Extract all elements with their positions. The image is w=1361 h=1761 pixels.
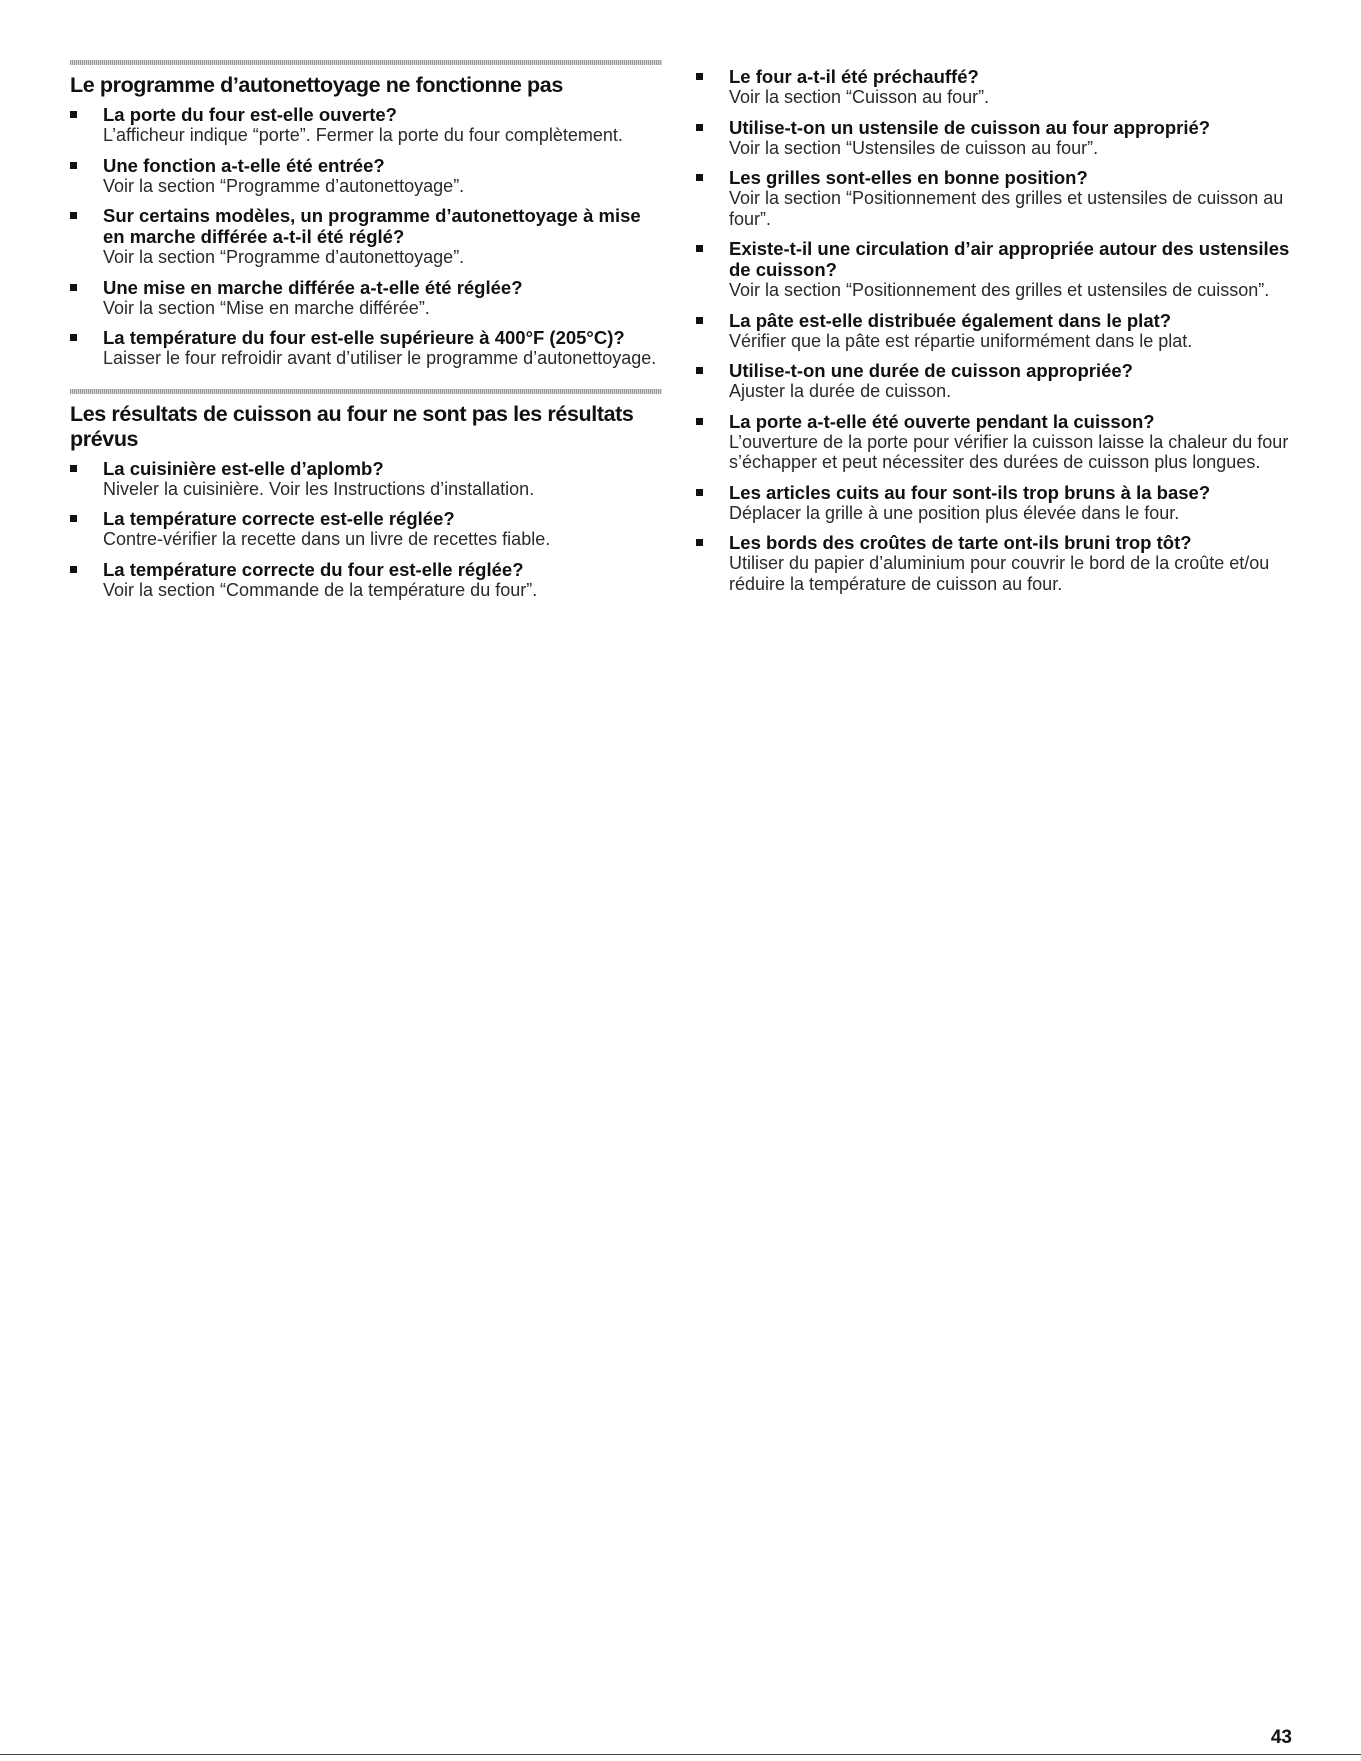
item-question: La porte a-t-elle été ouverte pendant la cuisson? (729, 410, 1155, 432)
troubleshooting-list (70, 458, 662, 601)
list-item (696, 360, 1296, 402)
square-bullet-icon (696, 367, 703, 374)
square-bullet-icon (70, 515, 77, 522)
item-question: La température correcte du four est-elle réglée? (103, 558, 524, 580)
list-item (70, 508, 662, 550)
section-self-clean (70, 60, 662, 369)
item-question: Une fonction a-t-elle été entrée? (103, 154, 385, 176)
item-question: Les grilles sont-elles en bonne position? (729, 167, 1088, 188)
item-question: Existe-t-il une circulation d’air appropriée autour des ustensiles de cuisson? (729, 238, 1290, 280)
square-bullet-icon (696, 418, 703, 425)
section-heading: Le programme d’autonettoyage ne fonctionne pas (70, 73, 563, 97)
item-question: Le four a-t-il été préchauffé? (729, 66, 979, 87)
item-question: La température correcte est-elle réglée? (103, 508, 455, 529)
item-question: Les articles cuits au four sont-ils trop bruns à la base? (729, 481, 1211, 503)
item-question: Utilise-t-on une durée de cuisson appropriée? (729, 360, 1133, 381)
item-answer: Contre-vérifier la recette dans un livre de recettes fiable. (103, 529, 551, 549)
left-column (70, 60, 662, 620)
item-question: La température du four est-elle supérieure à 400°F (205°C)? (103, 327, 625, 348)
item-answer: Voir la section “Programme d’autonettoyage”. (103, 247, 465, 267)
section-divider (70, 389, 662, 394)
square-bullet-icon (70, 566, 77, 573)
square-bullet-icon (696, 73, 703, 80)
troubleshooting-list (70, 104, 662, 369)
square-bullet-icon (70, 212, 77, 219)
item-answer: Voir la section “Mise en marche différée”. (103, 297, 430, 318)
section-heading: Les résultats de cuisson au four ne sont pas les résultats prévus (70, 401, 634, 451)
list-item (696, 66, 1296, 108)
item-question: La porte du four est-elle ouverte? (103, 104, 397, 125)
square-bullet-icon (696, 539, 703, 546)
square-bullet-icon (696, 124, 703, 131)
square-bullet-icon (70, 111, 77, 118)
item-question: Sur certains modèles, un programme d’autonettoyage à mise en marche différée a-t-il été réglé? (103, 205, 641, 247)
item-answer: L’afficheur indique “porte”. Fermer la porte du four complètement. (103, 125, 623, 145)
list-item (696, 117, 1296, 159)
square-bullet-icon (696, 174, 703, 181)
list-item (696, 482, 1296, 524)
list-item (70, 205, 662, 268)
list-item (70, 277, 662, 319)
square-bullet-icon (696, 489, 703, 496)
square-bullet-icon (696, 245, 703, 252)
item-answer: Déplacer la grille à une position plus élevée dans le four. (729, 502, 1180, 523)
item-answer: Vérifier que la pâte est répartie uniformément dans le plat. (729, 330, 1193, 351)
item-answer: Voir la section “Programme d’autonettoyage”. (103, 175, 465, 196)
section-divider (70, 60, 662, 65)
list-item (70, 458, 662, 500)
item-answer: Voir la section “Positionnement des grilles et ustensiles de cuisson”. (729, 280, 1270, 300)
item-answer: Voir la section “Cuisson au four”. (729, 87, 990, 107)
list-item (696, 238, 1296, 301)
list-item (70, 559, 662, 601)
right-column (696, 66, 1296, 603)
item-question: La cuisinière est-elle d’aplomb? (103, 457, 384, 479)
list-item (696, 411, 1296, 473)
section-baking-results (70, 389, 662, 601)
list-item (70, 327, 662, 369)
list-item (70, 155, 662, 197)
item-question: Utilise-t-on un ustensile de cuisson au four approprié? (729, 116, 1211, 138)
item-answer: Voir la section “Ustensiles de cuisson au four”. (729, 137, 1099, 158)
square-bullet-icon (70, 162, 77, 169)
item-answer: Voir la section “Commande de la température du four”. (103, 579, 538, 600)
item-answer: L’ouverture de la porte pour vérifier la cuisson laisse la chaleur du four s’échapper et peut nécessiter des durées de cuisson plus longues. (729, 431, 1289, 472)
list-item (696, 310, 1296, 352)
item-answer: Niveler la cuisinière. Voir les Instructions d’installation. (103, 478, 535, 499)
list-item (696, 532, 1296, 594)
troubleshooting-list (696, 66, 1296, 594)
list-item (70, 104, 662, 146)
item-question: Les bords des croûtes de tarte ont-ils bruni trop tôt? (729, 532, 1192, 553)
footer-divider (0, 1754, 1361, 1755)
item-answer: Ajuster la durée de cuisson. (729, 381, 952, 401)
square-bullet-icon (70, 284, 77, 291)
item-answer: Laisser le four refroidir avant d’utiliser le programme d’autonettoyage. (103, 348, 657, 368)
square-bullet-icon (70, 334, 77, 341)
square-bullet-icon (696, 317, 703, 324)
item-answer: Voir la section “Positionnement des grilles et ustensiles de cuisson au four”. (729, 188, 1284, 229)
item-question: La pâte est-elle distribuée également dans le plat? (729, 309, 1172, 331)
page-number: 43 (1270, 1727, 1292, 1748)
list-item (696, 167, 1296, 229)
item-answer: Utiliser du papier d’aluminium pour couvrir le bord de la croûte et/ou réduire la température de cuisson au four. (729, 553, 1270, 594)
item-question: Une mise en marche différée a-t-elle été réglée? (103, 276, 523, 298)
square-bullet-icon (70, 465, 77, 472)
